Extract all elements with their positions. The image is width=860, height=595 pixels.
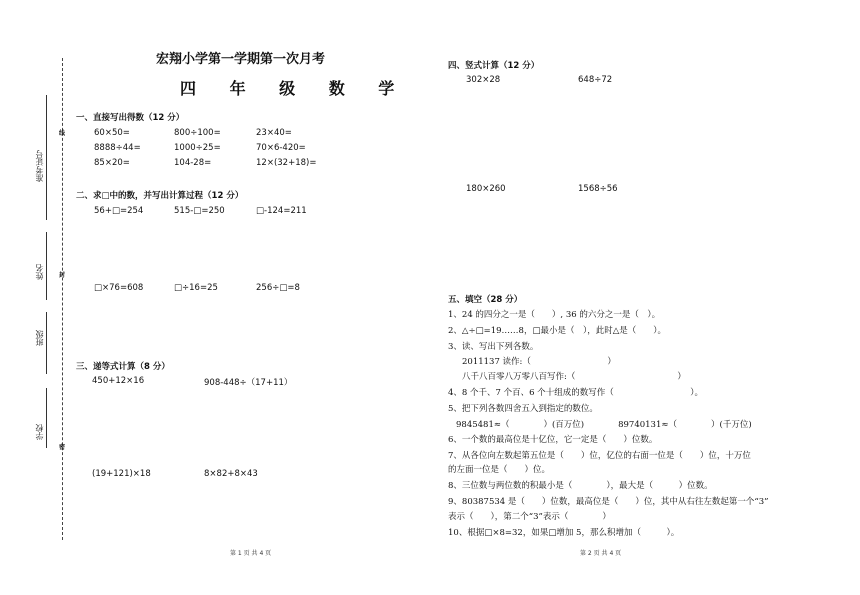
s4-problem: 180×260: [466, 184, 506, 194]
section-4-title: 四、竖式计算（12 分）: [448, 61, 540, 71]
s2-problem: □÷16=25: [174, 283, 218, 293]
school-fill-line: [46, 388, 47, 448]
s2-problem: 256÷□=8: [256, 283, 300, 293]
s3-problem: 908-448÷（17+11）: [204, 378, 293, 388]
fill-question-line: 9845481≈（ ）(百万位) 89740131≈（ ）(千万位): [456, 420, 752, 430]
section-1-title: 一、直接写出得数（12 分）: [76, 113, 185, 123]
fill-question-line: 4、8 个千、7 个百、6 个十组成的数写作（ ）。: [448, 388, 703, 398]
s1-problem: 1000÷25=: [174, 143, 221, 153]
exam-number-fill-line: [46, 95, 47, 220]
fill-question-line: 的左面一位是（ ）位。: [448, 465, 551, 475]
s1-problem: 70×6-420=: [256, 143, 306, 153]
s1-problem: 12×(32+18)=: [256, 158, 317, 168]
fill-question-line: 8、三位数与两位数的积最小是（ ），最大是（ ）位数。: [448, 481, 713, 491]
fill-question-line: 7、从各位向左数起第五位是（ ）位，亿位的右面一位是（ ）位，十万位: [448, 451, 751, 461]
fill-question-line: 6、一个数的最高位是十亿位，它一定是（ ）位数。: [448, 435, 658, 445]
section-5-title: 五、填空（28 分）: [448, 295, 523, 305]
name-fill-line: [46, 232, 47, 300]
s4-problem: 1568÷56: [578, 184, 618, 194]
page-2-footer: 第 2 页 共 4 页: [580, 550, 622, 557]
fill-question-line: 10、根据□×8=32，如果□增加 5，那么积增加（ ）。: [448, 528, 680, 538]
fill-question-line: 5、把下列各数四舍五入到指定的数位。: [448, 404, 598, 414]
s2-problem: 515-□=250: [174, 206, 225, 216]
s1-problem: 85×20=: [94, 158, 130, 168]
s1-problem: 8888÷44=: [94, 143, 141, 153]
s1-problem: 104-28=: [174, 158, 212, 168]
school-exam-title: 宏翔小学第一学期第一次月考: [156, 52, 326, 67]
class-fill-line: [46, 312, 47, 374]
seal-char-feng: 封: [59, 272, 66, 279]
fill-question-line: 9、80387534 是（ ）位数，最高位是（ ）位，其中从右往左数起第一个“3”: [448, 497, 769, 507]
s1-problem: 800÷100=: [174, 128, 221, 138]
seal-char-xian: 线: [59, 130, 66, 137]
s1-problem: 23×40=: [256, 128, 292, 138]
fill-question-line: 八千八百零八万零八百写作:（ ）: [462, 372, 686, 382]
page-1-footer: 第 1 页 共 4 页: [230, 550, 272, 557]
section-3-title: 三、递等式计算（8 分）: [76, 362, 170, 372]
section-2-title: 二、求□中的数，并写出计算过程（12 分）: [76, 191, 244, 201]
s2-problem: 56+□=254: [94, 206, 144, 216]
side-label-school: 学校: [35, 424, 44, 440]
s3-problem: 450+12×16: [92, 376, 145, 386]
fill-question-line: 1、24 的四分之一是（ ）, 36 的六分之一是（ ）。: [448, 310, 661, 320]
fill-question-line: 表示（ ），第二个“3”表示（ ）: [448, 512, 611, 522]
fill-question-line: 3、读、写出下列各数。: [448, 342, 539, 352]
seal-char-mi: 密: [59, 444, 66, 451]
s4-problem: 302×28: [466, 75, 501, 85]
side-label-name: 姓名: [35, 264, 44, 280]
fill-question-line: 2、△÷□=19……8，□最小是（ ），此时△是（ ）。: [448, 326, 667, 336]
s2-problem: □-124=211: [256, 206, 307, 216]
s3-problem: 8×82+8×43: [204, 469, 258, 479]
fill-question-line: 2011137 读作:（ ）: [462, 357, 616, 367]
s1-problem: 60×50=: [94, 128, 130, 138]
s4-problem: 648÷72: [578, 75, 613, 85]
s3-problem: (19+121)×18: [92, 469, 151, 479]
side-label-class: 班级: [35, 330, 44, 346]
subject-title: 四 年 级 数 学: [180, 79, 409, 98]
s2-problem: □×76=608: [94, 283, 144, 293]
side-label-exam-number: 准考证号: [35, 150, 44, 182]
